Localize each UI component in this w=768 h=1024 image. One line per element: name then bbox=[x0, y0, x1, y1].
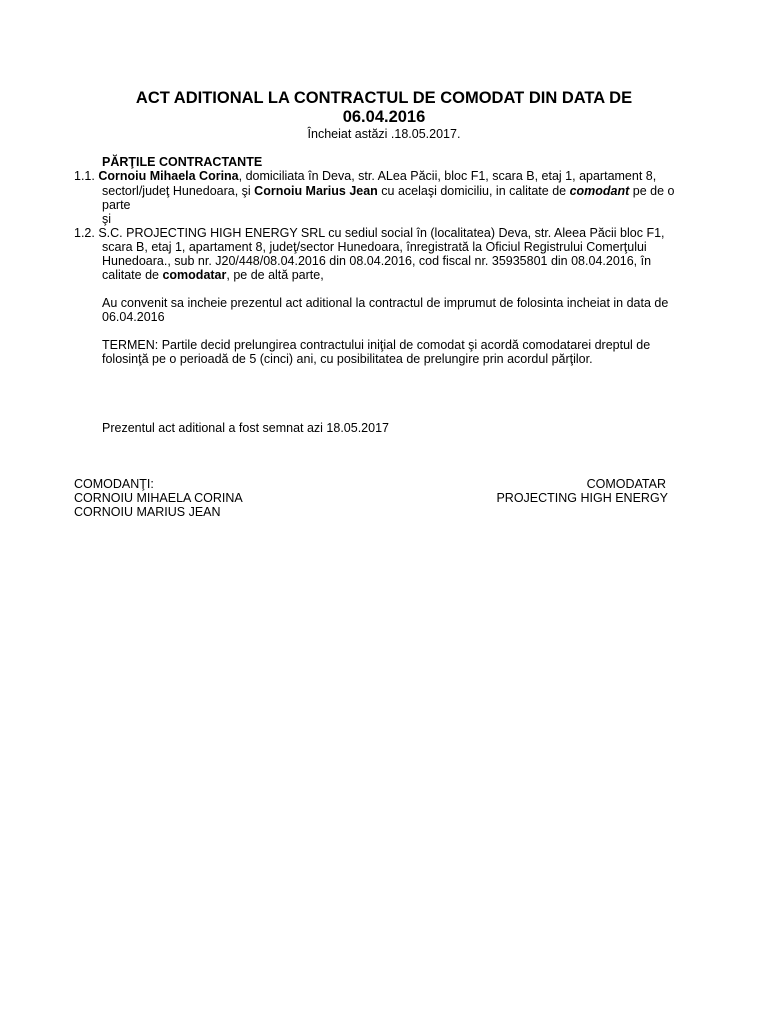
party-2-company: S.C. PROJECTING HIGH ENERGY SRL cu sediul social în (localitatea) Deva, str. Aleea Păcii bloc F1, bbox=[98, 226, 665, 240]
party-1-text: sectorl/judeţ Hunedoara, şi bbox=[102, 184, 255, 198]
party-1-number: 1.1. bbox=[74, 169, 95, 183]
agreement-line-2: 06.04.2016 bbox=[102, 310, 165, 324]
party-1-address: , domiciliata în Deva, str. ALea Păcii, bloc F1, scara B, etaj 1, apartament 8, bbox=[238, 169, 657, 183]
party-1-role: comodant bbox=[569, 184, 630, 198]
signed-statement: Prezentul act aditional a fost semnat azi 18.05.2017 bbox=[102, 421, 389, 435]
party-2-role: comodatar bbox=[162, 268, 227, 282]
party-2-line-2: scara B, etaj 1, apartament 8, judeţ/sector Hunedoara, înregistrată la Oficiul Registrului Comerţului bbox=[102, 240, 647, 254]
term-line-2: folosinţă pe o perioadă de 5 (cinci) ani, cu posibilitatea de prelungire prin acordul părţilor. bbox=[102, 352, 593, 366]
party-1-line-2 bbox=[102, 184, 675, 199]
signature-left-name-2: CORNOIU MARIUS JEAN bbox=[74, 505, 221, 519]
party-1-role-text: cu acelaşi domiciliu, in calitate de bbox=[377, 184, 570, 198]
party-2-role-text: calitate de bbox=[102, 268, 163, 282]
party-2-line-1 bbox=[74, 226, 665, 241]
party-1-name: Cornoiu Mihaela Corina bbox=[98, 169, 239, 183]
party-2-number: 1.2. bbox=[74, 226, 95, 240]
signature-left-name-1: CORNOIU MIHAELA CORINA bbox=[74, 491, 243, 505]
party-1-role-suffix: pe de o bbox=[629, 184, 675, 198]
signature-left-heading: COMODANŢI: bbox=[74, 477, 154, 491]
parties-heading: PĂRŢILE CONTRACTANTE bbox=[102, 155, 263, 169]
agreement-line-1: Au convenit sa incheie prezentul act aditional la contractul de imprumut de folosinta incheiat in data de bbox=[102, 296, 669, 310]
document-title-line-2: 06.04.2016 bbox=[342, 108, 426, 126]
term-line-1: TERMEN: Partile decid prelungirea contractului iniţial de comodat şi acordă comodatarei dreptul de bbox=[102, 338, 651, 352]
party-2-role-suffix: , pe de altă parte, bbox=[226, 268, 324, 282]
concluded-date: Încheiat astăzi .18.05.2017. bbox=[307, 127, 461, 141]
party-1-line-3: parte bbox=[102, 198, 131, 212]
signature-right-name: PROJECTING HIGH ENERGY bbox=[496, 491, 668, 505]
party-2-line-3: Hunedoara., sub nr. J20/448/08.04.2016 din 08.04.2016, cod fiscal nr. 35935801 din 08.04.2016, în bbox=[102, 254, 652, 268]
party-1-second-name: Cornoiu Marius Jean bbox=[254, 184, 378, 198]
signature-right-heading: COMODATAR bbox=[586, 477, 666, 491]
party-1-line-1 bbox=[74, 169, 656, 184]
document-title-line-1: ACT ADITIONAL LA CONTRACTUL DE COMODAT DIN DATA DE bbox=[135, 89, 633, 107]
party-2-line-4 bbox=[102, 268, 324, 283]
conjunction-and: şi bbox=[102, 212, 112, 226]
